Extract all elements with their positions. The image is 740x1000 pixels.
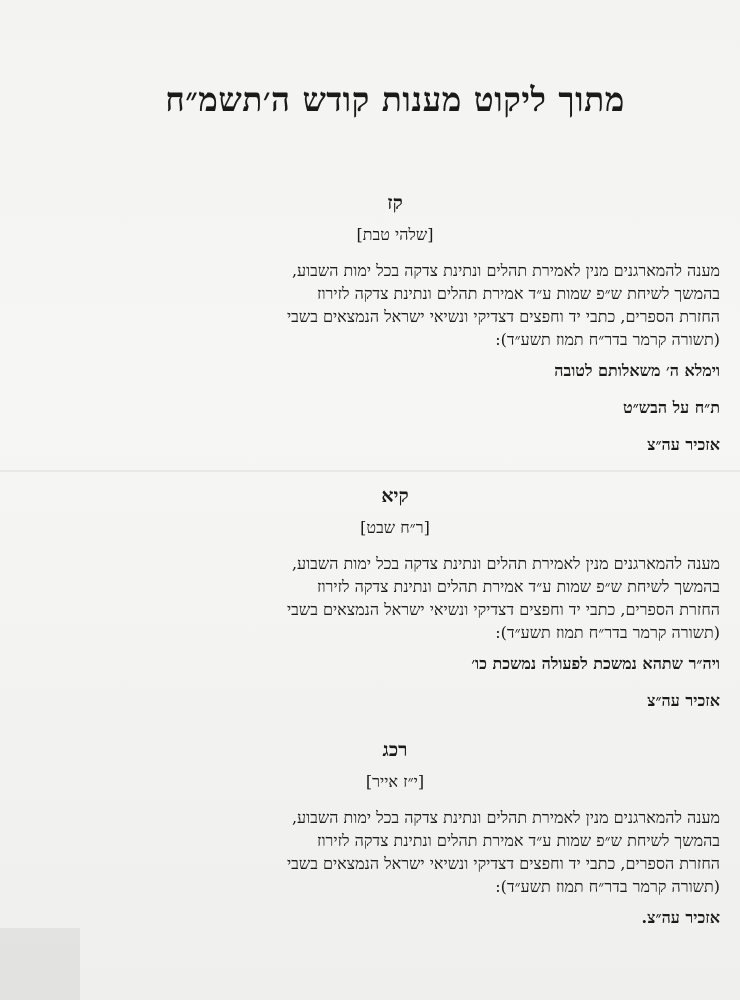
- section-date: [שלהי טבת]: [356, 225, 434, 244]
- section-paragraph: [70, 552, 720, 644]
- paragraph-line: מענה להמארגנים מנין לאמירת תהלים ונתינת צדקה בכל ימות השבוע,: [291, 808, 720, 827]
- section-kaz: [70, 192, 720, 455]
- paragraph-line: החזרת הספרים, כתבי יד וחפצים דצדיקי ונשיאי ישראל הנמצאים בשבי: [286, 854, 720, 873]
- section-paragraph: [70, 259, 720, 351]
- section-paragraph: [70, 806, 720, 898]
- paragraph-line: בהמשך לשיחת ש״פ שמות ע״ד אמירת תהלים ונתינת צדקה לזירוז: [316, 577, 720, 596]
- paragraph-line: (תשורה קרמר בדר״ח תמוז תשע״ד):: [495, 623, 720, 642]
- response-line: וימלא ה׳ משאלותם לטובה: [554, 361, 720, 380]
- section-number: קז: [387, 192, 403, 214]
- section-rkg: [70, 739, 720, 928]
- paragraph-line: מענה להמארגנים מנין לאמירת תהלים ונתינת צדקה בכל ימות השבוע,: [291, 261, 720, 280]
- paragraph-line: (תשורה קרמר בדר״ח תמוז תשע״ד):: [495, 877, 720, 896]
- paragraph-line: (תשורה קרמר בדר״ח תמוז תשע״ד):: [495, 330, 720, 349]
- paragraph-line: מענה להמארגנים מנין לאמירת תהלים ונתינת צדקה בכל ימות השבוע,: [291, 554, 720, 573]
- section-kia: [70, 485, 720, 711]
- section-date: [י״ז אייר]: [365, 772, 425, 791]
- document-title: מתוך ליקוט מענות קודש ה׳תשמ״ח: [165, 80, 625, 119]
- document-body: [70, 80, 720, 945]
- section-number: קיא: [381, 485, 409, 507]
- paragraph-line: בהמשך לשיחת ש״פ שמות ע״ד אמירת תהלים ונתינת צדקה לזירוז: [316, 831, 720, 850]
- response-line: אזכיר עה״צ: [647, 691, 720, 710]
- response-line: ויה״ר שתהא נמשכת לפעולה נמשכת כו׳: [471, 654, 720, 673]
- section-date: [ר״ח שבט]: [360, 518, 430, 537]
- paragraph-line: החזרת הספרים, כתבי יד וחפצים דצדיקי ונשיאי ישראל הנמצאים בשבי: [286, 307, 720, 326]
- paragraph-line: החזרת הספרים, כתבי יד וחפצים דצדיקי ונשיאי ישראל הנמצאים בשבי: [286, 600, 720, 619]
- corner-shadow: [0, 928, 80, 1000]
- paragraph-line: בהמשך לשיחת ש״פ שמות ע״ד אמירת תהלים ונתינת צדקה לזירוז: [316, 284, 720, 303]
- response-line: ת״ח על הבש״ט: [623, 398, 720, 417]
- response-line: אזכיר עה״צ.: [641, 908, 720, 927]
- section-number: רכג: [382, 739, 408, 761]
- response-line: אזכיר עה״צ: [647, 435, 720, 454]
